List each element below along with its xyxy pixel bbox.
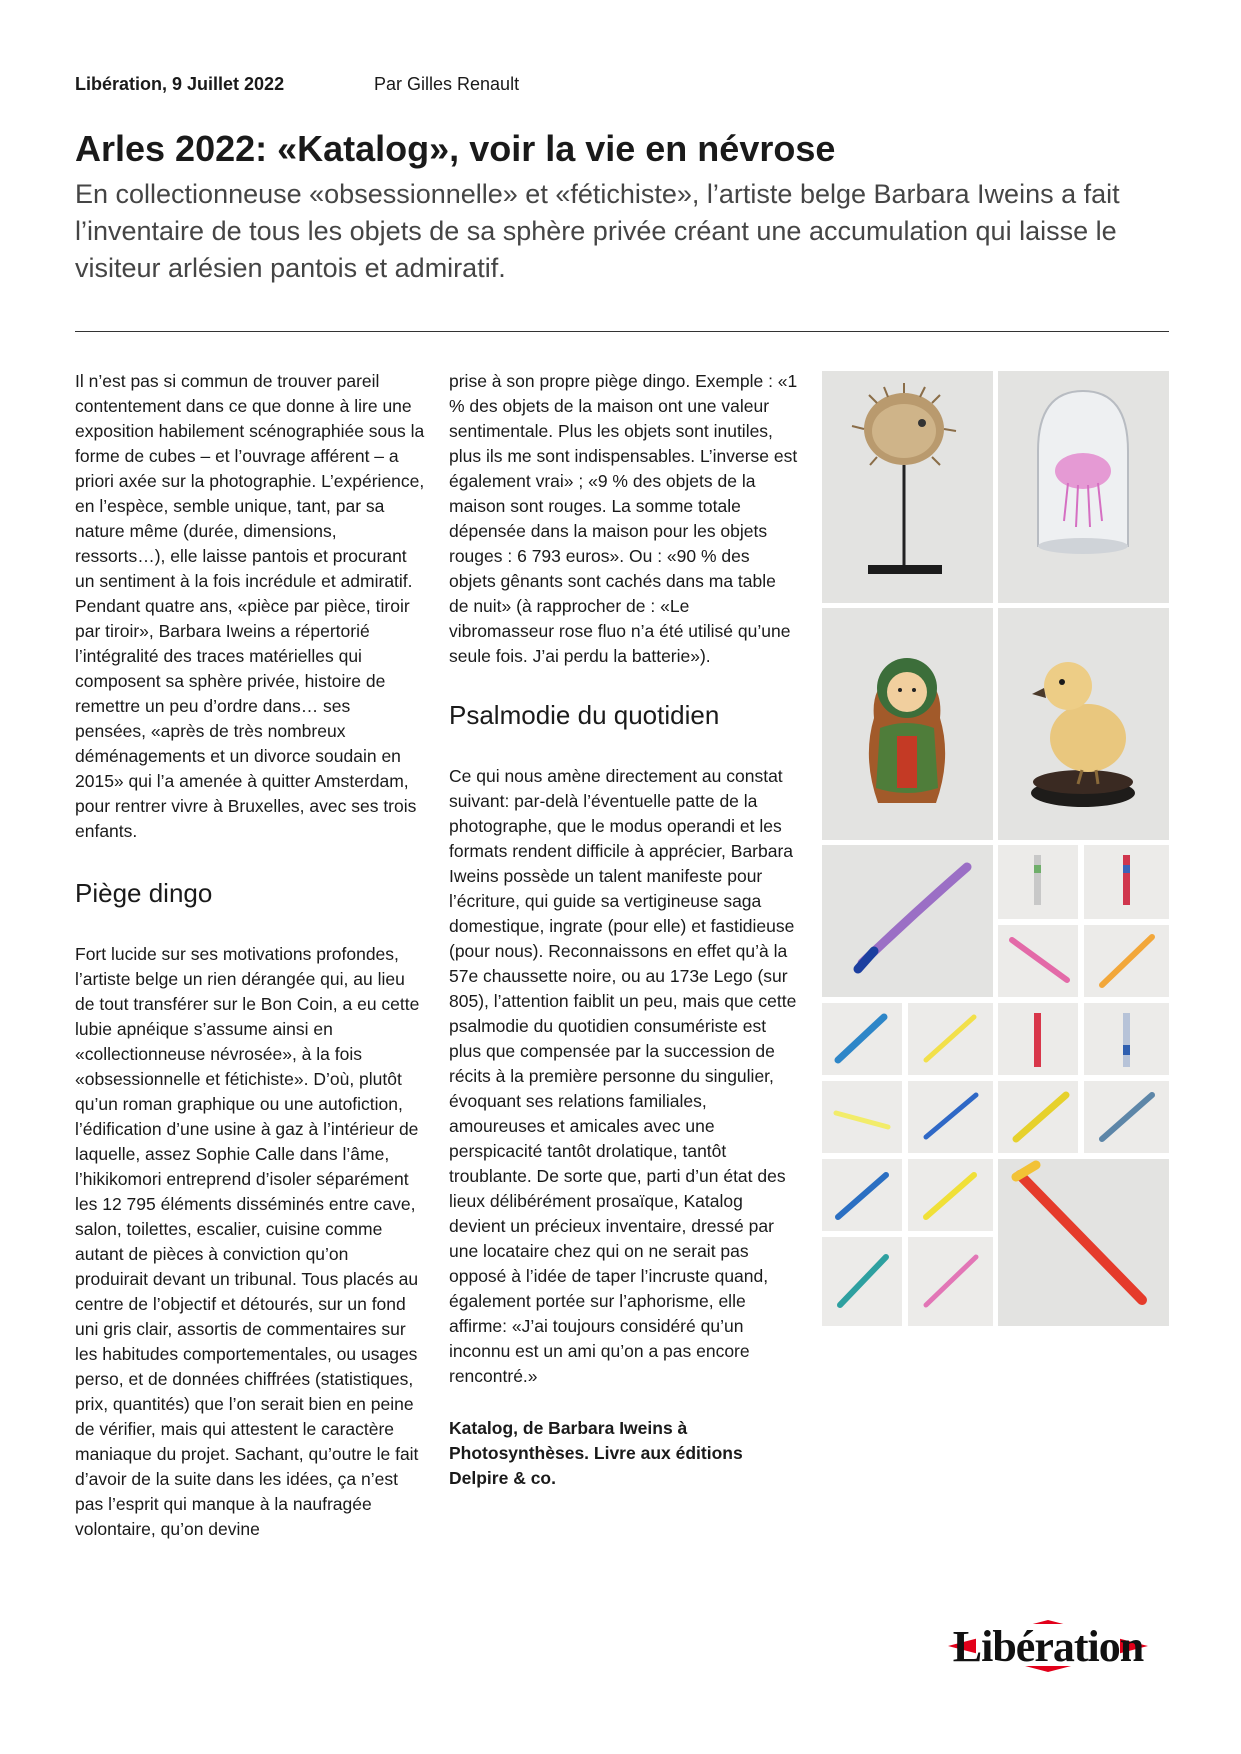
headline: Arles 2022: «Katalog», voir la vie en névrose	[75, 128, 836, 169]
toothbrush-grid-photo	[822, 845, 1169, 1326]
paragraph: Il n’est pas si commun de trouver pareil contentement dans ce que donne à lire une exposition habilement scénographiée sous la forme de cubes – et l’ouvrage afférent – a priori axée sur la photographie. L’expérience, en l’espèce, semble unique, tant, par sa nature même (durée, dimensions, ressorts…), elle laisse pantois et procurant un sentiment à la fois incrédule et admiratif. Pendant quatre ans, «pièce par pièce, tiroir par tiroir», Barbara Iweins a répertorié l’intégralité des traces matérielles qui composent sa sphère privée, histoire de remettre un peu d’ordre dans… ses pensées, «après de très nombreux déménagements et un divorce soudain en 2015» qui l’a amenée à quitter Amsterdam, pour rentrer vivre à Bruxelles, avec ses trois enfants.	[75, 371, 425, 841]
duckling-photo	[998, 608, 1169, 840]
liberation-logo	[948, 1606, 1148, 1684]
column-left	[75, 369, 425, 1542]
paragraph: prise à son propre piège dingo. Exemple : «1 % des objets de la maison ont une valeur sentimentale. Plus les objets sont inutiles, plus ils me sont indispensables. L’inverse est également vrai» ; «9 % des objets de la maison sont rouges. La somme totale dépensée dans la maison pour les objets rouges : 6 793 euros». Ou : «90 % des objets gênants sont cachés dans ma table de nuit» (à rapprocher de : «Le vibromasseur rose fluo n’a été utilisé qu’une seule fois. J’ai perdu la batterie»).	[449, 371, 798, 666]
subheading-piege-dingo: Piège dingo	[75, 878, 213, 908]
subheading-psalmodie: Psalmodie du quotidien	[449, 700, 720, 730]
svg-text:Libération: Libération	[952, 1622, 1144, 1671]
article-meta	[75, 74, 520, 95]
matryoshka-photo	[822, 608, 993, 840]
byline: Par Gilles Renault	[374, 74, 520, 94]
photo-collage	[822, 371, 1169, 1326]
lead-paragraph: En collectionneuse «obsessionnelle» et «fétichiste», l’artiste belge Barbara Iweins a fait l’inventaire de tous les objets de sa sphère privée créant une accumulation qui laisse le visiteur arlésien pantois et admiratif.	[75, 179, 1120, 283]
source-date: Libération, 9 Juillet 2022	[75, 74, 285, 94]
paragraph: Fort lucide sur ses motivations profondes, l’artiste belge un rien dérangée qui, au lieu de tout transférer sur le Bon Coin, a eu cette lubie apnéique s’assume ainsi en «collectionneuse névrosée», à la fois «obsessionnelle et fétichiste». D’où, plutôt qu’un roman graphique ou une autofiction, l’édification d’une usine à gaz à l’intérieur de laquelle, assez Sophie Calle dans l’âme, l’hikikomori entreprend d’isoler séparément les 12 795 éléments disséminés entre cave, salon, toilettes, escalier, cuisine comme autant de pièces à conviction qu’on produirait devant un tribunal. Tous placés au centre de l’objectif et détourés, sur un fond uni gris clair, assortis de commentaires sur les habitudes comportementales, ou usages perso, et de données chiffrées (statistiques, prix, quantités) que l’on serait bien en peine de vérifier, mais qui attestent le caractère maniaque du projet. Sachant, qu’outre le fait d’avoir de la suite dans les idées, ça n’est pas l’esprit qui manque à la naufragée volontaire, qu’on devine	[75, 944, 420, 1539]
column-middle	[449, 369, 799, 1491]
jellyfish-paperweight-photo	[998, 371, 1169, 603]
pufferfish-photo	[822, 371, 993, 603]
divider	[75, 331, 1169, 332]
paragraph: Ce qui nous amène directement au constat suivant: par-delà l’éventuelle patte de la photographe, que le modus operandi et les formats rendent difficile à apprécier, Barbara Iweins possède un talent manifeste pour l’écriture, qui guide sa vertigineuse saga domestique, ingrate (pour elle) et fastidieuse (pour nous). Reconnaissons en effet qu’à la 57e chaussette noire, ou au 173e Lego (sur 805), l’attention faiblit un peu, mais que cette psalmodie du quotidien consumériste est plus que compensée par la succession de récits à la première personne du singulier, évoquant ses relations familiales, amoureuses et amicales avec une perspicacité tantôt drolatique, tantôt troublante. De sorte que, parti d’un état des lieux délibérément prosaïque, Katalog devient un précieux inventaire, dressé par une locataire chez qui on ne serait pas opposé à l’idée de taper l’incruste quand, également portée sur l’aphorisme, elle affirme: «J’ai toujours considéré qu’un inconnu est un ami qu’on a pas encore rencontré.»	[449, 766, 797, 1386]
book-credit: Katalog, de Barbara Iweins à Photosynthèses. Livre aux éditions Delpire & co.	[449, 1418, 743, 1488]
